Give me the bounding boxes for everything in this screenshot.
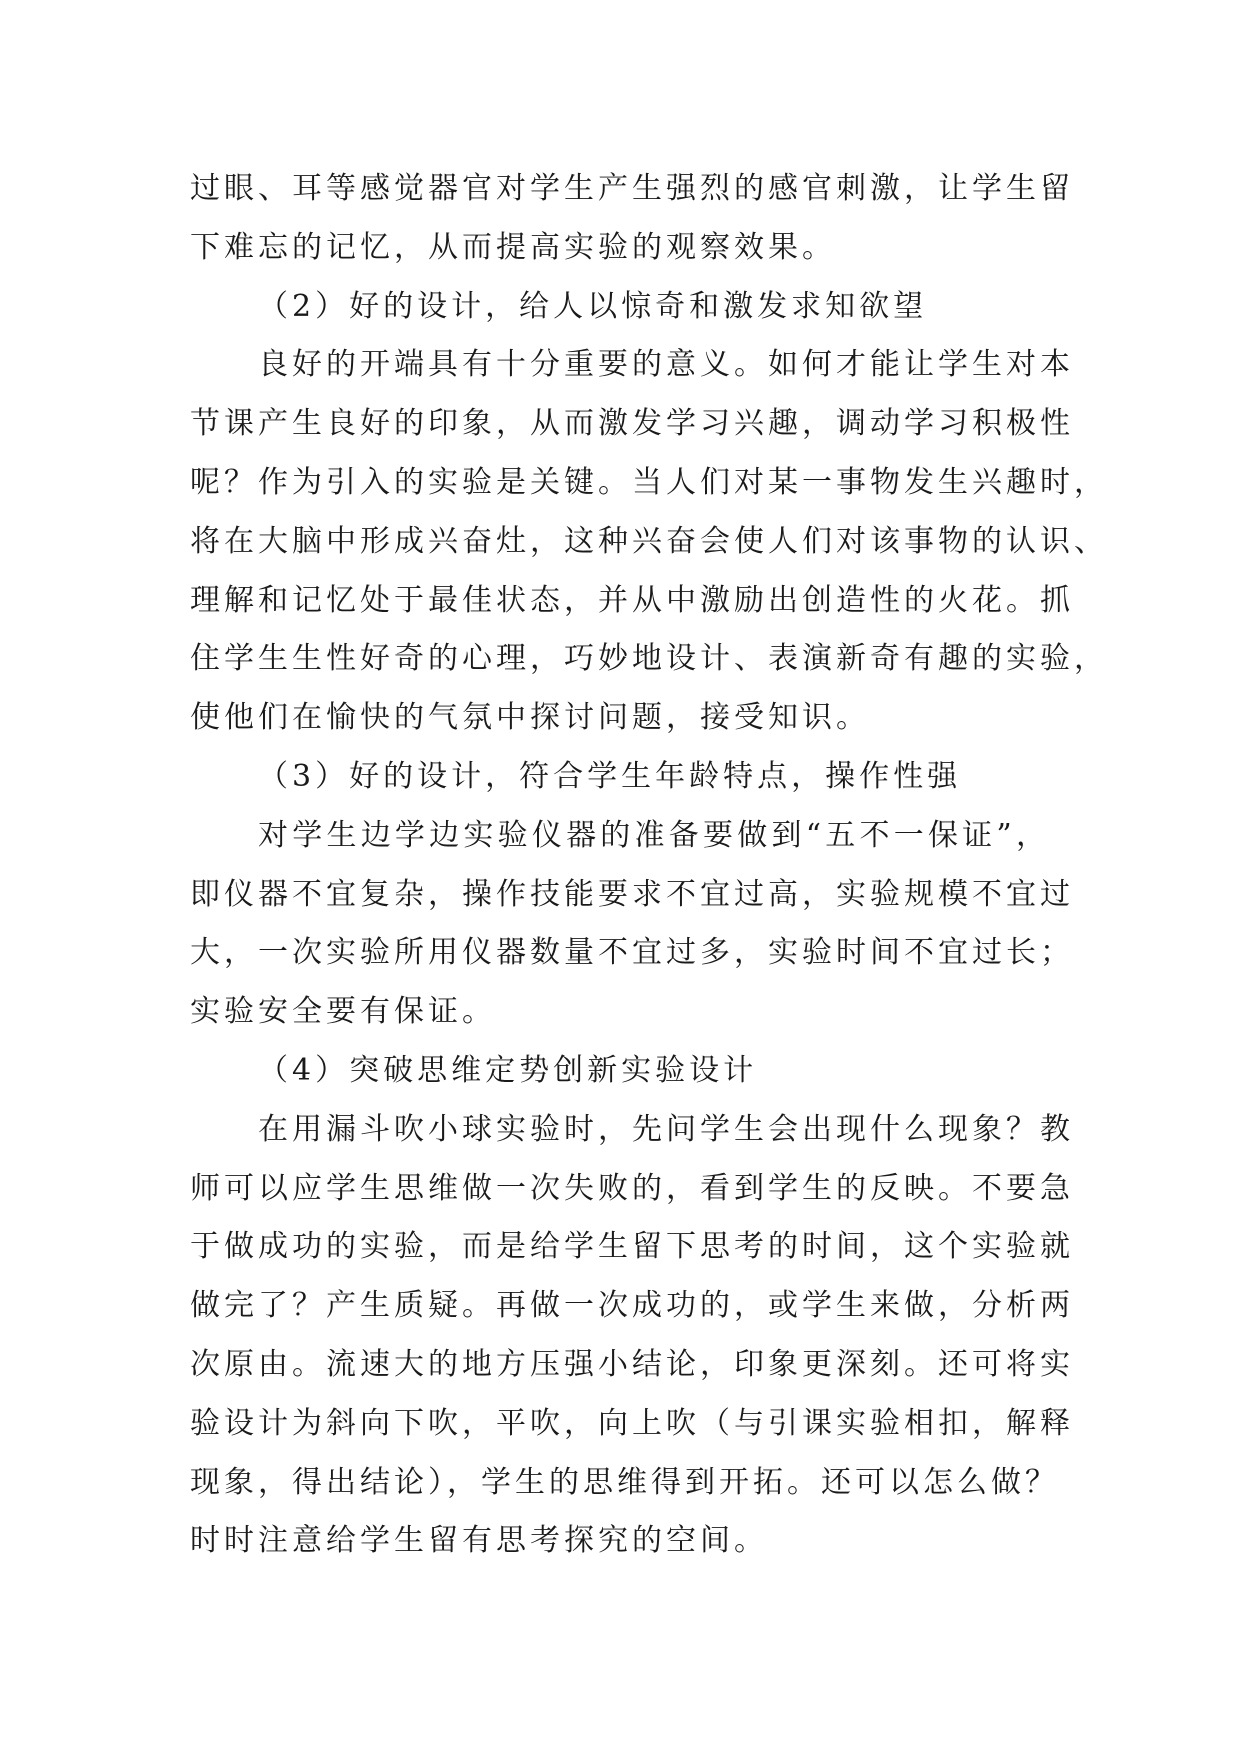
section-heading: （4）突破思维定势创新实验设计 [258,1052,758,1088]
text-line: 使他们在愉快的气氛中探讨问题，接受知识。 [190,700,870,736]
text-line: 大，一次实验所用仪器数量不宜过多，实验时间不宜过长； [190,935,1074,971]
text-line: 理解和记忆处于最佳状态，并从中激励出创造性的火花。抓 [190,582,1074,618]
text-line: 做完了？产生质疑。再做一次成功的，或学生来做，分析两 [190,1288,1074,1324]
text-line: 良好的开端具有十分重要的意义。如何才能让学生对本 [258,347,1074,383]
section-heading: （3）好的设计，符合学生年龄特点，操作性强 [258,758,962,794]
text-line: 在用漏斗吹小球实验时，先问学生会出现什么现象？教 [258,1111,1074,1147]
text-line: 呢？作为引入的实验是关键。当人们对某一事物发生兴趣时， [190,464,1108,500]
text-line: 验设计为斜向下吹，平吹，向上吹（与引课实验相扣，解释 [190,1405,1074,1441]
text-line: 时时注意给学生留有思考探究的空间。 [190,1523,768,1559]
text-line: 实验安全要有保证。 [190,994,496,1030]
text-line: 过眼、耳等感觉器官对学生产生强烈的感官刺激，让学生留 [190,171,1074,206]
text-line: 将在大脑中形成兴奋灶，这种兴奋会使人们对该事物的认识、 [190,523,1108,559]
text-line: 节课产生良好的印象，从而激发学习兴趣，调动学习积极性 [190,406,1074,442]
text-line: 次原由。流速大的地方压强小结论，印象更深刻。还可将实 [190,1346,1074,1382]
text-line: 即仪器不宜复杂，操作技能要求不宜过高，实验规模不宜过 [190,876,1074,912]
section-heading: （2）好的设计，给人以惊奇和激发求知欲望 [258,288,928,324]
text-line: 师可以应学生思维做一次失败的，看到学生的反映。不要急 [190,1170,1074,1206]
text-line: 下难忘的记忆，从而提高实验的观察效果。 [190,229,836,265]
body-text [190,160,1108,1571]
text-line: 于做成功的实验，而是给学生留下思考的时间，这个实验就 [190,1229,1074,1265]
text-line: 对学生边学边实验仪器的准备要做到“五不一保证”， [258,817,1050,853]
text-line: 住学生生性好奇的心理，巧妙地设计、表演新奇有趣的实验， [190,641,1108,677]
text-line: 现象，得出结论），学生的思维得到开拓。还可以怎么做？ [190,1464,1059,1500]
